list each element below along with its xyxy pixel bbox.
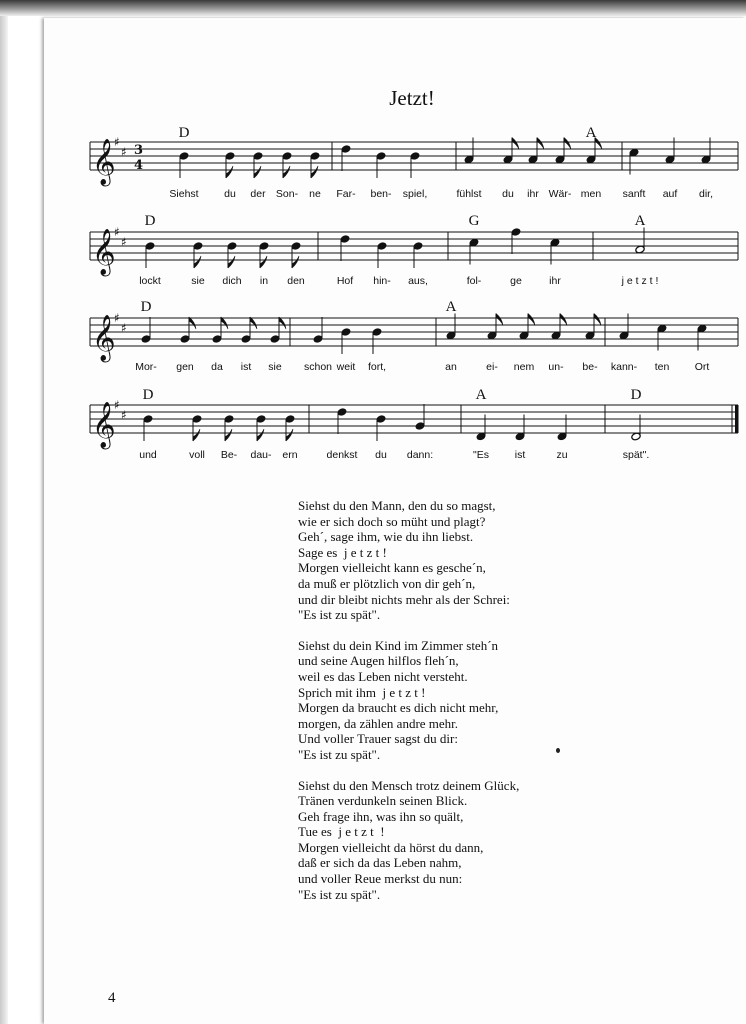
- lyric-syllable: spät".: [622, 449, 650, 461]
- eighth-flag: [221, 317, 228, 329]
- lyric-syllable: Mor-: [135, 361, 157, 373]
- staff-system-1: [90, 125, 738, 200]
- staff-system-2: [90, 213, 738, 287]
- lyric-syllable: Hof: [336, 275, 354, 287]
- lyric-syllable: ge: [510, 275, 522, 287]
- eighth-flag: [226, 166, 233, 178]
- lyric-syllable: an: [445, 361, 457, 373]
- eighth-flag: [250, 317, 257, 329]
- verse-line: und seine Augen hilflos fleh´n,: [298, 653, 459, 669]
- eighth-flag: [564, 138, 571, 150]
- lyric-syllable: voll: [189, 449, 205, 461]
- verse-line: Siehst du dein Kind im Zimmer steh´n: [298, 637, 499, 653]
- sharp-f-icon: ♯: [114, 135, 120, 149]
- lyric-syllable: dir,: [698, 188, 714, 200]
- lyric-syllable: ist: [514, 449, 526, 461]
- verse-line: Tränen verdunkeln seinen Blick.: [298, 793, 468, 809]
- treble-clef-icon: 𝄞: [92, 315, 116, 361]
- lyric-syllable: du: [375, 449, 387, 461]
- eighth-flag: [528, 314, 535, 326]
- scan-speck: [556, 748, 560, 753]
- lyric-syllable: aus,: [408, 275, 428, 287]
- lyric-syllable: dau-: [250, 449, 272, 461]
- chord-symbol: D: [140, 299, 152, 315]
- eighth-flag: [311, 166, 318, 178]
- lyric-syllable: ern: [282, 449, 298, 461]
- lyric-syllable: ihr: [527, 188, 539, 200]
- eighth-flag: [194, 256, 201, 268]
- eighth-flag: [257, 429, 264, 441]
- sharp-c-icon: ♯: [121, 145, 127, 159]
- verse-line: Geh´, sage ihm, wie du ihn liebst.: [298, 529, 474, 545]
- lyric-syllable: nem: [513, 361, 535, 373]
- lyric-syllable: und: [139, 449, 157, 461]
- lyric-syllable: men: [580, 188, 602, 200]
- lyric-syllable: dich: [222, 275, 242, 287]
- chord-symbol: D: [142, 387, 154, 403]
- lyric-syllable: ist: [240, 361, 252, 373]
- verse-line: daß er sich da das Leben nahm,: [298, 855, 462, 871]
- verse-line: weil es das Leben nicht versteht.: [298, 668, 468, 684]
- verse-line: Sprich mit ihm j e t z t !: [298, 684, 426, 700]
- lyric-syllable: sie: [268, 361, 282, 373]
- verse-line: Und voller Trauer sagst du dir:: [298, 731, 458, 747]
- lyric-syllable: in: [259, 275, 269, 287]
- lyric-syllable: hin-: [373, 275, 391, 287]
- lyric-syllable: fort,: [367, 361, 387, 373]
- verse-line: und dir bleibt nichts mehr als der Schrei:: [298, 591, 510, 607]
- sharp-f-icon: ♯: [114, 311, 120, 325]
- chord-symbol: A: [585, 125, 597, 141]
- eighth-flag: [292, 256, 299, 268]
- verses-block: [298, 498, 618, 917]
- final-bar-thick: [735, 405, 739, 433]
- eighth-flag: [594, 314, 601, 326]
- lyric-syllable: auf: [662, 188, 678, 200]
- lyric-syllable: be-: [582, 361, 598, 373]
- time-signature-bottom: 4: [134, 158, 144, 173]
- verse-line: morgen, da zählen andre mehr.: [298, 715, 459, 731]
- lyric-syllable: dann:: [406, 449, 434, 461]
- lyric-syllable: den: [287, 275, 305, 287]
- eighth-flag: [254, 166, 261, 178]
- treble-clef-icon: 𝄞: [92, 402, 116, 448]
- lyric-syllable: denkst: [326, 449, 358, 461]
- eighth-flag: [228, 256, 235, 268]
- treble-clef-icon: 𝄞: [92, 229, 116, 275]
- lyric-syllable: du: [224, 188, 236, 200]
- verse-line: "Es ist zu spät".: [298, 607, 381, 623]
- eighth-flag: [512, 138, 519, 150]
- music-score: [0, 0, 746, 480]
- lyric-syllable: fühlst: [456, 188, 482, 200]
- lyric-syllable: sie: [191, 275, 205, 287]
- lyric-syllable: du: [502, 188, 514, 200]
- eighth-flag: [496, 314, 503, 326]
- sharp-c-icon: ♯: [121, 408, 127, 422]
- staff-system-3: [90, 299, 738, 373]
- verse-stanza-2: [298, 638, 618, 763]
- chord-symbol: D: [178, 125, 190, 141]
- verse-line: Sage es j e t z t !: [298, 544, 387, 560]
- lyric-syllable: j e t z t !: [621, 275, 659, 287]
- lyric-syllable: ten: [654, 361, 670, 373]
- eighth-flag: [560, 314, 567, 326]
- song-title: Jetzt!: [389, 86, 435, 110]
- lyric-syllable: spiel,: [402, 188, 428, 200]
- verse-line: da muß er plötzlich von dir geh´n,: [298, 575, 476, 591]
- verse-line: "Es ist zu spät".: [298, 746, 381, 762]
- eighth-flag: [260, 256, 267, 268]
- page-number: 4: [108, 990, 116, 1006]
- lyric-syllable: weit: [336, 361, 356, 373]
- chord-symbol: A: [445, 299, 457, 315]
- lyric-syllable: Son-: [275, 188, 299, 200]
- verse-line: Morgen vielleicht kann es gesche´n,: [298, 560, 486, 576]
- lyric-syllable: gen: [176, 361, 194, 373]
- eighth-flag: [537, 138, 544, 150]
- lyric-syllable: da: [211, 361, 223, 373]
- lyric-syllable: zu: [556, 449, 568, 461]
- lyric-syllable: un-: [548, 361, 564, 373]
- lyric-syllable: ihr: [549, 275, 561, 287]
- lyric-syllable: Ort: [694, 361, 710, 373]
- sharp-f-icon: ♯: [114, 225, 120, 239]
- sharp-c-icon: ♯: [121, 235, 127, 249]
- lyric-syllable: ei-: [486, 361, 498, 373]
- verse-line: Morgen da braucht es dich nicht mehr,: [298, 700, 499, 716]
- lyric-syllable: der: [250, 188, 266, 200]
- verse-line: Siehst du den Mann, den du so magst,: [298, 498, 496, 513]
- eighth-flag: [286, 429, 293, 441]
- lyric-syllable: ne: [309, 188, 321, 200]
- lyric-syllable: Wär-: [548, 188, 572, 200]
- lyric-syllable: "Es: [473, 449, 489, 461]
- sharp-c-icon: ♯: [121, 321, 127, 335]
- lyric-syllable: sanft: [622, 188, 646, 200]
- verse-stanza-1: [298, 498, 618, 623]
- lyric-syllable: schon: [303, 361, 333, 373]
- verse-line: wie er sich doch so müht und plagt?: [298, 513, 486, 529]
- lyric-syllable: ben-: [370, 188, 392, 200]
- staff-system-4: [90, 387, 739, 461]
- verse-stanza-3: [298, 778, 618, 903]
- time-signature-top: 3: [134, 143, 144, 158]
- chord-symbol: D: [630, 387, 642, 403]
- sharp-f-icon: ♯: [114, 398, 120, 412]
- verse-line: Siehst du den Mensch trotz deinem Glück,: [298, 777, 520, 793]
- chord-symbol: A: [634, 213, 646, 229]
- treble-clef-icon: 𝄞: [92, 139, 116, 185]
- verse-line: Tue es j e t z t !: [298, 824, 385, 840]
- verse-line: Geh frage ihn, was ihn so quält,: [298, 808, 464, 824]
- verse-line: und voller Reue merkst du nun:: [298, 871, 463, 887]
- verse-line: "Es ist zu spät".: [298, 886, 381, 902]
- eighth-flag: [189, 317, 196, 329]
- chord-symbol: D: [144, 213, 156, 229]
- chord-symbol: G: [468, 213, 480, 229]
- eighth-flag: [279, 317, 286, 329]
- lyric-syllable: Far-: [336, 188, 356, 200]
- eighth-flag: [193, 429, 200, 441]
- lyric-syllable: Siehst: [169, 188, 199, 200]
- chord-symbol: A: [475, 387, 487, 403]
- eighth-flag: [283, 166, 290, 178]
- lyric-syllable: fol-: [466, 275, 482, 287]
- lyric-syllable: Be-: [220, 449, 238, 461]
- lyric-syllable: kann-: [610, 361, 638, 373]
- verse-line: Morgen vielleicht da hörst du dann,: [298, 839, 484, 855]
- eighth-flag: [225, 429, 232, 441]
- lyric-syllable: lockt: [139, 275, 161, 287]
